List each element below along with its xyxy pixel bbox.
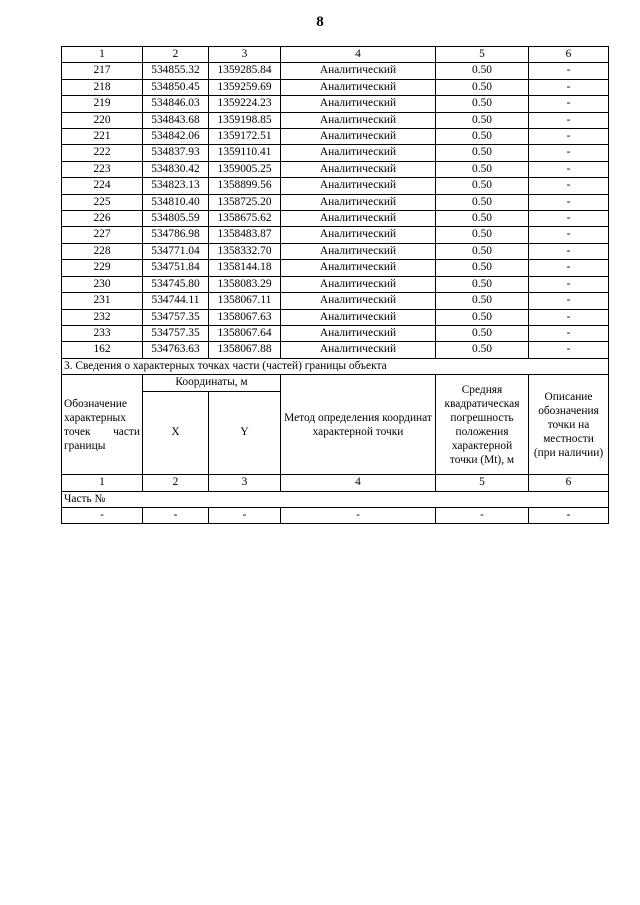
header-cell: 1 — [62, 47, 143, 63]
table-cell: 228 — [62, 243, 143, 259]
table-cell: 221 — [62, 129, 143, 145]
x-header: X — [143, 392, 209, 475]
section3-title-row — [62, 358, 609, 374]
table-cell: 534823.13 — [143, 178, 209, 194]
table-cell: 534850.45 — [143, 79, 209, 95]
table-cell: Аналитический — [281, 211, 436, 227]
table-row — [62, 227, 609, 243]
table-cell: - — [529, 178, 609, 194]
table-cell: 1358067.63 — [209, 309, 281, 325]
col-designation-header: Обозначение характерных точек части границы — [62, 375, 143, 475]
table-cell: 224 — [62, 178, 143, 194]
table-cell: 0.50 — [436, 243, 529, 259]
points-table — [61, 46, 609, 524]
table-cell: - — [529, 325, 609, 341]
table-cell: 229 — [62, 260, 143, 276]
table-cell: 1359172.51 — [209, 129, 281, 145]
table-row — [62, 178, 609, 194]
table-cell: 534786.98 — [143, 227, 209, 243]
table-cell: 162 — [62, 342, 143, 358]
table-cell: 1359224.23 — [209, 96, 281, 112]
table-cell: 534837.93 — [143, 145, 209, 161]
table-cell: 0.50 — [436, 178, 529, 194]
table-row — [62, 260, 609, 276]
empty-cell: - — [143, 507, 209, 523]
coords-header: Координаты, м — [143, 375, 281, 392]
table-cell: - — [529, 211, 609, 227]
number-cell: 5 — [436, 475, 529, 491]
table-cell: 534745.80 — [143, 276, 209, 292]
section3-title: 3. Сведения о характерных точках части (частей) границы объекта — [62, 358, 609, 374]
table-row — [62, 96, 609, 112]
method-header: Метод определения координат характерной точки — [281, 375, 436, 475]
table-cell: 534842.06 — [143, 129, 209, 145]
table-cell: - — [529, 194, 609, 210]
table-cell: 534843.68 — [143, 112, 209, 128]
table-cell: 1358899.56 — [209, 178, 281, 194]
table-cell: Аналитический — [281, 243, 436, 259]
table-cell: 219 — [62, 96, 143, 112]
header-cell: 6 — [529, 47, 609, 63]
table-cell: 230 — [62, 276, 143, 292]
table-cell: 1359110.41 — [209, 145, 281, 161]
table-row — [62, 79, 609, 95]
table-cell: - — [529, 63, 609, 79]
section3-header-row — [62, 375, 609, 392]
table-row — [62, 325, 609, 341]
number-cell: 4 — [281, 475, 436, 491]
section3-number-row — [62, 475, 609, 491]
part-label: Часть № — [62, 491, 609, 507]
table-cell: 0.50 — [436, 325, 529, 341]
table-row — [62, 309, 609, 325]
table-cell: - — [529, 309, 609, 325]
table-cell: 0.50 — [436, 161, 529, 177]
y-header: Y — [209, 392, 281, 475]
table-cell: 1358675.62 — [209, 211, 281, 227]
table-cell: Аналитический — [281, 325, 436, 341]
table-cell: 1358083.29 — [209, 276, 281, 292]
table-row — [62, 145, 609, 161]
table-cell: 1358067.11 — [209, 293, 281, 309]
table-cell: 534763.63 — [143, 342, 209, 358]
table-cell: Аналитический — [281, 96, 436, 112]
table-row — [62, 243, 609, 259]
number-cell: 1 — [62, 475, 143, 491]
table-cell: 534771.04 — [143, 243, 209, 259]
table-cell: 0.50 — [436, 112, 529, 128]
table-cell: 231 — [62, 293, 143, 309]
description-header: Описание обозначения точки на местности (при наличии) — [529, 375, 609, 475]
header-cell: 2 — [143, 47, 209, 63]
table-cell: 227 — [62, 227, 143, 243]
table-cell: Аналитический — [281, 342, 436, 358]
table-cell: 1358144.18 — [209, 260, 281, 276]
header-cell: 4 — [281, 47, 436, 63]
table-cell: 534846.03 — [143, 96, 209, 112]
table-cell: 1358332.70 — [209, 243, 281, 259]
table-cell: - — [529, 227, 609, 243]
table-cell: 1358067.64 — [209, 325, 281, 341]
table-cell: 0.50 — [436, 79, 529, 95]
table-cell: - — [529, 96, 609, 112]
table-cell: 534757.35 — [143, 309, 209, 325]
table-row — [62, 129, 609, 145]
table-cell: - — [529, 79, 609, 95]
table-cell: Аналитический — [281, 260, 436, 276]
table-cell: 217 — [62, 63, 143, 79]
table-row — [62, 161, 609, 177]
table-cell: - — [529, 342, 609, 358]
table-cell: - — [529, 129, 609, 145]
table-cell: - — [529, 276, 609, 292]
table-cell: - — [529, 293, 609, 309]
table-cell: 1359198.85 — [209, 112, 281, 128]
header-cell: 3 — [209, 47, 281, 63]
empty-cell: - — [62, 507, 143, 523]
table-cell: - — [529, 161, 609, 177]
table-cell: - — [529, 145, 609, 161]
table-cell: 534744.11 — [143, 293, 209, 309]
table-cell: 220 — [62, 112, 143, 128]
header-row — [62, 47, 609, 63]
table-cell: 1359005.25 — [209, 161, 281, 177]
table-cell: Аналитический — [281, 63, 436, 79]
error-header: Средняя квадратическая погрешность положения характерной точки (Mt), м — [436, 375, 529, 475]
table-cell: 0.50 — [436, 194, 529, 210]
table-cell: 1358725.20 — [209, 194, 281, 210]
empty-cell: - — [281, 507, 436, 523]
table-cell: 0.50 — [436, 227, 529, 243]
table-cell: 1358067.88 — [209, 342, 281, 358]
table-cell: 0.50 — [436, 276, 529, 292]
table-cell: Аналитический — [281, 276, 436, 292]
table-cell: 1359259.69 — [209, 79, 281, 95]
table-cell: 0.50 — [436, 96, 529, 112]
table-cell: 233 — [62, 325, 143, 341]
table-cell: Аналитический — [281, 79, 436, 95]
table-cell: Аналитический — [281, 161, 436, 177]
table-cell: 222 — [62, 145, 143, 161]
empty-cell: - — [209, 507, 281, 523]
part-row — [62, 491, 609, 507]
table-row — [62, 293, 609, 309]
table-cell: 0.50 — [436, 211, 529, 227]
table-cell: 0.50 — [436, 145, 529, 161]
table-cell: 534810.40 — [143, 194, 209, 210]
table-cell: 534805.59 — [143, 211, 209, 227]
table-row — [62, 342, 609, 358]
table-cell: Аналитический — [281, 178, 436, 194]
table-cell: Аналитический — [281, 194, 436, 210]
table-cell: 534855.32 — [143, 63, 209, 79]
table-cell: 0.50 — [436, 129, 529, 145]
table-cell: 1358483.87 — [209, 227, 281, 243]
number-cell: 2 — [143, 475, 209, 491]
table-row — [62, 63, 609, 79]
table-cell: Аналитический — [281, 309, 436, 325]
table-row — [62, 112, 609, 128]
table-cell: 218 — [62, 79, 143, 95]
table-cell: 226 — [62, 211, 143, 227]
table-cell: 225 — [62, 194, 143, 210]
table-cell: 0.50 — [436, 63, 529, 79]
table-row — [62, 211, 609, 227]
table-cell: 534830.42 — [143, 161, 209, 177]
table-row — [62, 194, 609, 210]
table-cell: - — [529, 243, 609, 259]
header-cell: 5 — [436, 47, 529, 63]
table-cell: 0.50 — [436, 342, 529, 358]
table-cell: Аналитический — [281, 293, 436, 309]
empty-cell: - — [529, 507, 609, 523]
table-cell: 1359285.84 — [209, 63, 281, 79]
empty-cell: - — [436, 507, 529, 523]
table-cell: 0.50 — [436, 293, 529, 309]
table-cell: Аналитический — [281, 112, 436, 128]
table-cell: 534751.84 — [143, 260, 209, 276]
number-cell: 3 — [209, 475, 281, 491]
page-number: 8 — [316, 14, 324, 30]
table-cell: 223 — [62, 161, 143, 177]
table-cell: Аналитический — [281, 227, 436, 243]
table-cell: Аналитический — [281, 129, 436, 145]
table-cell: 0.50 — [436, 260, 529, 276]
table-cell: - — [529, 112, 609, 128]
table-cell: 232 — [62, 309, 143, 325]
empty-row — [62, 507, 609, 523]
table-cell: 534757.35 — [143, 325, 209, 341]
table-cell: Аналитический — [281, 145, 436, 161]
table-row — [62, 276, 609, 292]
number-cell: 6 — [529, 475, 609, 491]
table-cell: - — [529, 260, 609, 276]
table-cell: 0.50 — [436, 309, 529, 325]
